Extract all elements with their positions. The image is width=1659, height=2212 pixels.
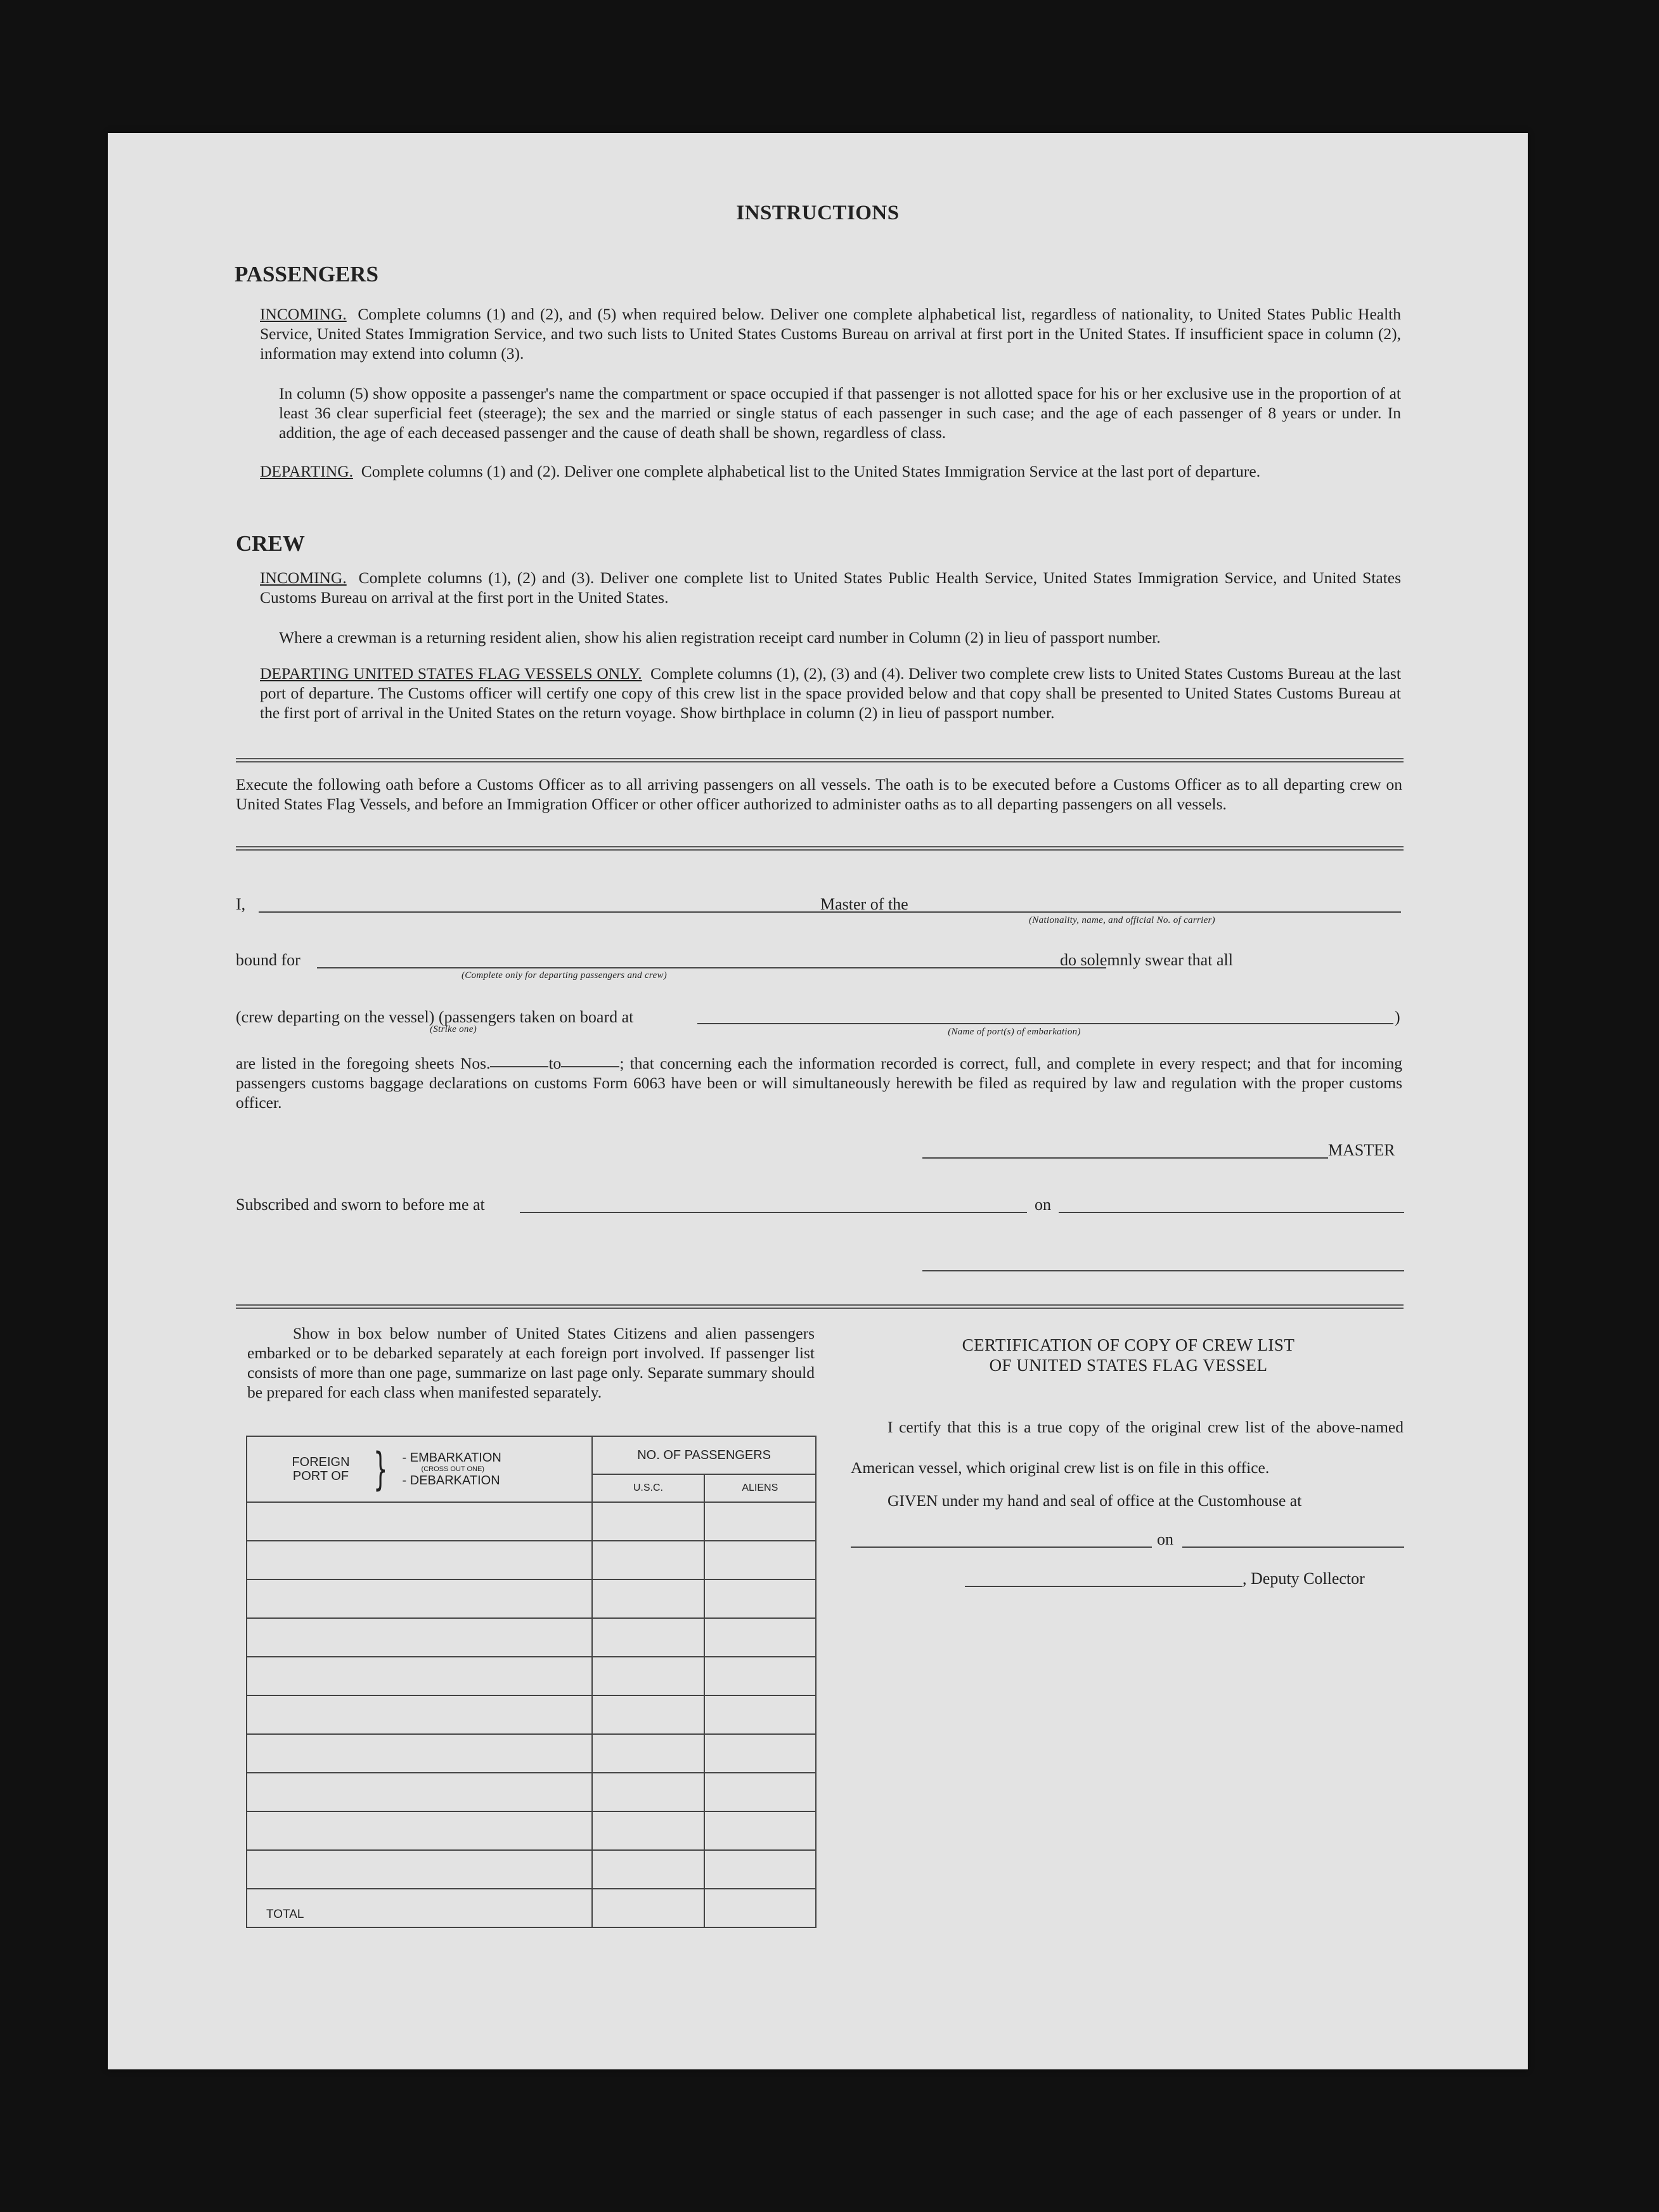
crew-incoming-paragraph (260, 568, 1401, 607)
aliens-cell[interactable] (704, 1657, 816, 1695)
divider (236, 758, 1404, 759)
debarkation-label: - DEBARKATION (402, 1474, 500, 1488)
crew-departing-lead: DEPARTING UNITED STATES FLAG VESSELS ONLY. (260, 664, 642, 683)
aliens-cell[interactable] (704, 1811, 816, 1850)
divider (236, 761, 1404, 762)
oath-intro: Execute the following oath before a Customs Officer as to all arriving passengers on all vessels. The oath is to be executed before a Customs Officer as to all departing crew on United States Flag Vessels, and before an Immigration Officer or other officer authorized to administer oaths as to all departing passengers on all vessels. (236, 775, 1402, 813)
usc-cell[interactable] (592, 1773, 704, 1811)
passengers-incoming-lead: INCOMING. (260, 305, 347, 323)
port-cell[interactable] (247, 1811, 592, 1850)
nationality-caption: (Nationality, name, and official No. of carrier) (1029, 915, 1215, 925)
table-row (247, 1541, 816, 1579)
table-row (247, 1695, 816, 1734)
listed-text-2: ; that concerning each the information recorded is correct, full, and complete in every respect; and that for incoming passengers customs baggage declarations on customs Form 6063 have been or will simultaneously herewith be filed as required by law and regulation with the proper customs officer. (236, 1054, 1402, 1112)
certification-on-label: on (1157, 1530, 1173, 1548)
certification-date-field[interactable] (1182, 1546, 1404, 1548)
complete-only-caption: (Complete only for departing passengers and crew) (461, 970, 668, 981)
aliens-cell[interactable] (704, 1695, 816, 1734)
usc-cell[interactable] (592, 1734, 704, 1773)
certification-given: GIVEN under my hand and seal of office at the Customhouse at (888, 1491, 1302, 1510)
port-cell[interactable] (247, 1541, 592, 1579)
port-cell[interactable] (247, 1502, 592, 1541)
document-page (108, 133, 1528, 2069)
usc-cell[interactable] (592, 1811, 704, 1850)
table-row (247, 1618, 816, 1657)
deputy-signature-field[interactable] (965, 1586, 1243, 1587)
port-cell[interactable] (247, 1695, 592, 1734)
aliens-header: ALIENS (704, 1474, 816, 1502)
foreign-port-header (247, 1436, 592, 1502)
table-row (247, 1579, 816, 1618)
page-title: INSTRUCTIONS (736, 202, 900, 224)
total-label: TOTAL (247, 1889, 592, 1927)
divider (236, 846, 1404, 847)
usc-cell[interactable] (592, 1579, 704, 1618)
port-cell[interactable] (247, 1850, 592, 1889)
aliens-cell[interactable] (704, 1773, 816, 1811)
carrier-field[interactable] (919, 911, 1401, 913)
table-row (247, 1773, 816, 1811)
master-signature-field[interactable] (922, 1157, 1328, 1159)
listed-text-1: are listed in the foregoing sheets Nos. (236, 1054, 491, 1072)
total-row (247, 1889, 816, 1927)
divider (236, 849, 1404, 851)
usc-header: U.S.C. (592, 1474, 704, 1502)
officer-signature-field[interactable] (922, 1270, 1404, 1271)
master-signature-label: MASTER (1328, 1141, 1395, 1159)
strike-one-caption: (Strike one) (430, 1024, 477, 1034)
aliens-cell[interactable] (704, 1618, 816, 1657)
usc-cell[interactable] (592, 1541, 704, 1579)
close-paren: ) (1395, 1008, 1400, 1026)
embarkation-label: - EMBARKATION (402, 1451, 501, 1465)
crew-heading: CREW (236, 531, 305, 556)
brace-icon: } (373, 1443, 388, 1495)
deputy-collector-label: , Deputy Collector (1243, 1569, 1365, 1588)
foreign-port-label: FOREIGN PORT OF (292, 1455, 350, 1483)
usc-total-cell[interactable] (592, 1889, 704, 1927)
listed-to: to (548, 1054, 562, 1072)
subscribed-place-field[interactable] (520, 1212, 1027, 1213)
certification-title-line2: OF UNITED STATES FLAG VESSEL (989, 1356, 1268, 1375)
sheet-from-field[interactable] (490, 1066, 548, 1067)
certification-text: I certify that this is a true copy of the original crew list of the above-named American vessel, which original crew list is on file in this office. (851, 1418, 1404, 1477)
divider (236, 1304, 1404, 1306)
port-cell[interactable] (247, 1657, 592, 1695)
table-row (247, 1657, 816, 1695)
subscribed-date-field[interactable] (1059, 1212, 1404, 1213)
crew-passengers-text: (crew departing on the vessel) (passengers taken on board at (236, 1008, 634, 1026)
certification-title-line1: CERTIFICATION OF COPY OF CREW LIST (962, 1335, 1295, 1354)
subscribed-label: Subscribed and sworn to before me at (236, 1195, 485, 1214)
usc-cell[interactable] (592, 1850, 704, 1889)
listed-paragraph (236, 1053, 1402, 1112)
port-cell[interactable] (247, 1734, 592, 1773)
aliens-cell[interactable] (704, 1541, 816, 1579)
aliens-cell[interactable] (704, 1502, 816, 1541)
table-row (247, 1502, 816, 1541)
usc-cell[interactable] (592, 1502, 704, 1541)
master-of-label: Master of the (820, 895, 908, 913)
port-cell[interactable] (247, 1618, 592, 1657)
aliens-cell[interactable] (704, 1734, 816, 1773)
usc-cell[interactable] (592, 1695, 704, 1734)
certification-title (856, 1335, 1401, 1375)
table-row (247, 1811, 816, 1850)
bound-for-label: bound for (236, 951, 300, 969)
table-row (247, 1850, 816, 1889)
crew-departing-paragraph (260, 664, 1401, 723)
passengers-incoming-text: Complete columns (1) and (2), and (5) when required below. Deliver one complete alphabetical list, regardless of nationality, to United States Public Health Service, United States Immigration Service, and two such lists to United States Customs Bureau on arrival at first port in the United States. If insufficient space in column (2), information may extend into column (3). (260, 305, 1401, 363)
crew-resident-paragraph: Where a crewman is a returning resident alien, show his alien registration receipt card number in Column (2) in lieu of passport number. (279, 628, 1161, 646)
aliens-cell[interactable] (704, 1850, 816, 1889)
aliens-cell[interactable] (704, 1579, 816, 1618)
swear-text: do solemnly swear that all (1060, 951, 1233, 969)
passengers-heading: PASSENGERS (235, 262, 378, 286)
usc-cell[interactable] (592, 1618, 704, 1657)
bound-for-field[interactable] (317, 967, 1106, 968)
customhouse-field[interactable] (851, 1546, 1152, 1548)
subscribed-on-label: on (1035, 1195, 1051, 1214)
usc-cell[interactable] (592, 1657, 704, 1695)
passengers-departing-paragraph (260, 461, 1401, 481)
port-embarkation-field[interactable] (697, 1023, 1393, 1024)
divider (236, 1308, 1404, 1309)
passengers-departing-text: Complete columns (1) and (2). Deliver one complete alphabetical list to the United States Immigration Service at the last port of departure. (361, 462, 1261, 480)
oath-i-label: I, (236, 895, 246, 913)
cross-out-label: (CROSS OUT ONE) (421, 1465, 484, 1473)
crew-incoming-text: Complete columns (1), (2) and (3). Deliver one complete list to United States Public Health Service, United States Immigration Service, and United States Customs Bureau on arrival at the first port in the United States. (260, 569, 1401, 607)
no-passengers-header: NO. OF PASSENGERS (592, 1436, 816, 1474)
passengers-column5-paragraph: In column (5) show opposite a passenger's name the compartment or space occupied if that passenger is not allotted space for his or her exclusive use in the proportion of at least 36 clear superficial feet (steerage); the sex and the married or single status of each passenger in such case; and the age of each passenger of 8 years or under. In addition, the age of each deceased passenger and the cause of death shall be shown, regardless of class. (279, 384, 1401, 442)
crew-departing-text: Complete columns (1), (2), (3) and (4). Deliver two complete crew lists to United States Customs Bureau at the last port of departure. The Customs officer will certify one copy of this crew list in the space provided below and that copy shall be presented to United States Customs Bureau at the first port of arrival in the United States on the return voyage. Show birthplace in column (2) in lieu of passport number. (260, 664, 1401, 722)
passengers-incoming-paragraph (260, 304, 1401, 363)
table-row (247, 1734, 816, 1773)
port-cell[interactable] (247, 1773, 592, 1811)
port-cell[interactable] (247, 1579, 592, 1618)
crew-incoming-lead: INCOMING. (260, 569, 347, 587)
sheet-to-field[interactable] (561, 1066, 619, 1067)
passengers-departing-lead: DEPARTING. (260, 462, 353, 480)
passenger-summary-table (246, 1436, 817, 1928)
aliens-total-cell[interactable] (704, 1889, 816, 1927)
port-caption: (Name of port(s) of embarkation) (948, 1027, 1081, 1037)
summary-instructions: Show in box below number of United States Citizens and alien passengers embarked or to be debarked separately at each foreign port involved. If passenger list consists of more than one page, summarize on last page only. Separate summary should be prepared for each class when manifested separately. (247, 1324, 815, 1401)
